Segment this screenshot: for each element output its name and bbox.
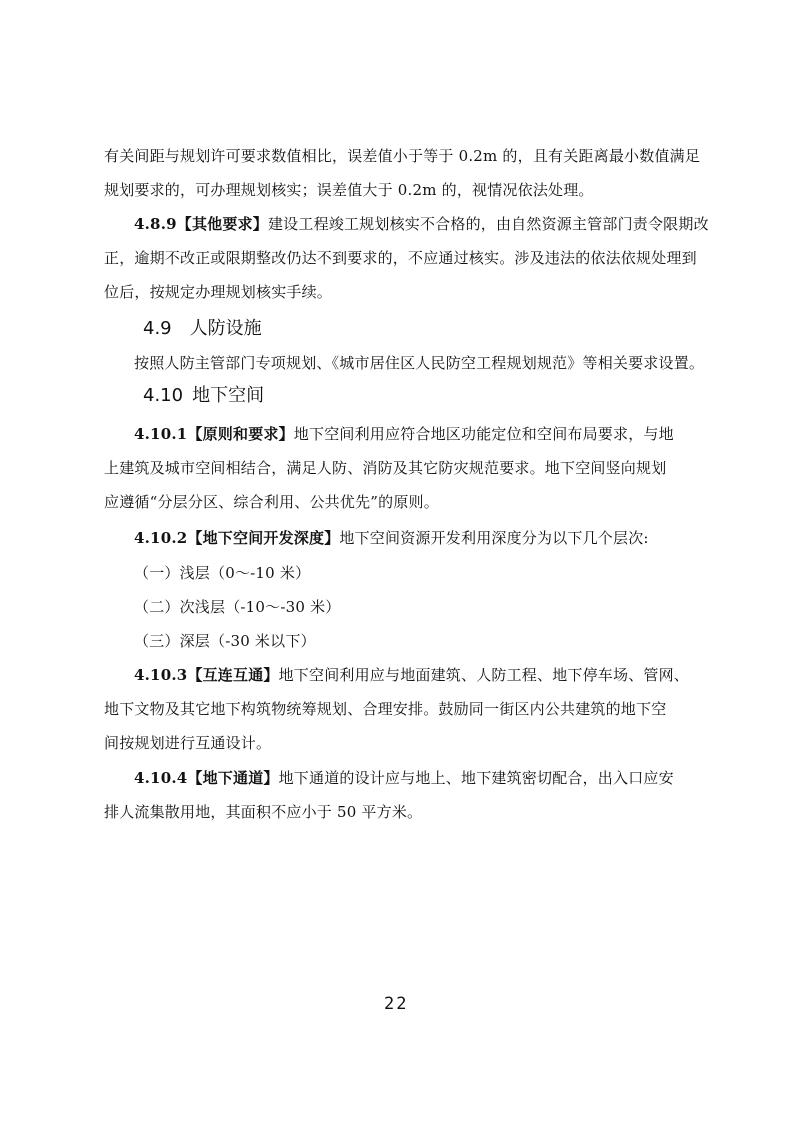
clause-text: 地下空间资源开发利用深度分为以下几个层次: <box>339 529 649 547</box>
clause-text: 地下空间利用应符合地区功能定位和空间布局要求，与地 <box>293 425 674 443</box>
clause-label: 4.10.3【互连互通】 <box>134 666 279 684</box>
clause-label: 4.10.4【地下通道】 <box>134 769 279 787</box>
heading-title: 地下空间 <box>192 385 265 406</box>
clause-text: 地下通道的设计应与地上、地下建筑密切配合，出入口应安 <box>278 769 674 787</box>
clause-4-10-4 <box>134 768 674 788</box>
clause-4-10-3 <box>134 665 689 685</box>
paragraph-line: 地下文物及其它地下构筑物统筹规划、合理安排。鼓励同一街区内公共建筑的地下空 <box>104 700 667 718</box>
paragraph-line: 按照人防主管部门专项规划、《城市居住区人民防空工程规划规范》等相关要求设置。 <box>134 354 705 372</box>
paragraph-line: 上建筑及城市空间相结合，满足人防、消防及其它防灾规范要求。地下空间竖向规划 <box>104 459 667 477</box>
clause-label: 4.8.9【其他要求】 <box>134 215 268 233</box>
section-heading-4-10 <box>143 385 264 407</box>
paragraph-line: 有关间距与规划许可要求数值相比，误差值小于等于 0.2m 的，且有关距离最小数值满足 <box>104 147 701 165</box>
clause-4-10-2 <box>134 528 649 548</box>
paragraph-line: 排人流集散用地，其面积不应小于 50 平方米。 <box>104 803 423 821</box>
clause-text: 建设工程竣工规划核实不合格的，由自然资源主管部门责令限期改 <box>267 215 709 233</box>
paragraph-line: 规划要求的，可办理规划核实；误差值大于 0.2m 的，视情况依法处理。 <box>104 181 594 199</box>
paragraph-line: 正，逾期不改正或限期整改仍达不到要求的，不应通过核实。涉及违法的依法依规处理到 <box>104 249 697 267</box>
clause-text: 地下空间利用应与地面建筑、人防工程、地下停车场、管网、 <box>278 666 689 684</box>
section-heading-4-9 <box>143 318 262 340</box>
clause-4-10-1 <box>134 424 674 444</box>
clause-4-8-9 <box>134 214 709 234</box>
paragraph-line: 间按规划进行互通设计。 <box>104 734 272 752</box>
heading-number: 4.10 <box>143 385 184 406</box>
paragraph-line: 位后，按规定办理规划核实手续。 <box>104 283 333 301</box>
clause-label: 4.10.2【地下空间开发深度】 <box>134 529 340 547</box>
clause-label: 4.10.1【原则和要求】 <box>134 425 294 443</box>
list-item: （二）次浅层（-10～-30 米） <box>134 598 341 616</box>
heading-title: 人防设施 <box>189 318 262 339</box>
list-item: （一）浅层（0～-10 米） <box>134 564 311 582</box>
list-item: （三）深层（-30 米以下） <box>134 632 316 650</box>
heading-number: 4.9 <box>143 318 172 339</box>
paragraph-line: 应遵循“分层分区、综合利用、公共优先”的原则。 <box>104 493 439 511</box>
page-number: 22 <box>384 994 409 1014</box>
